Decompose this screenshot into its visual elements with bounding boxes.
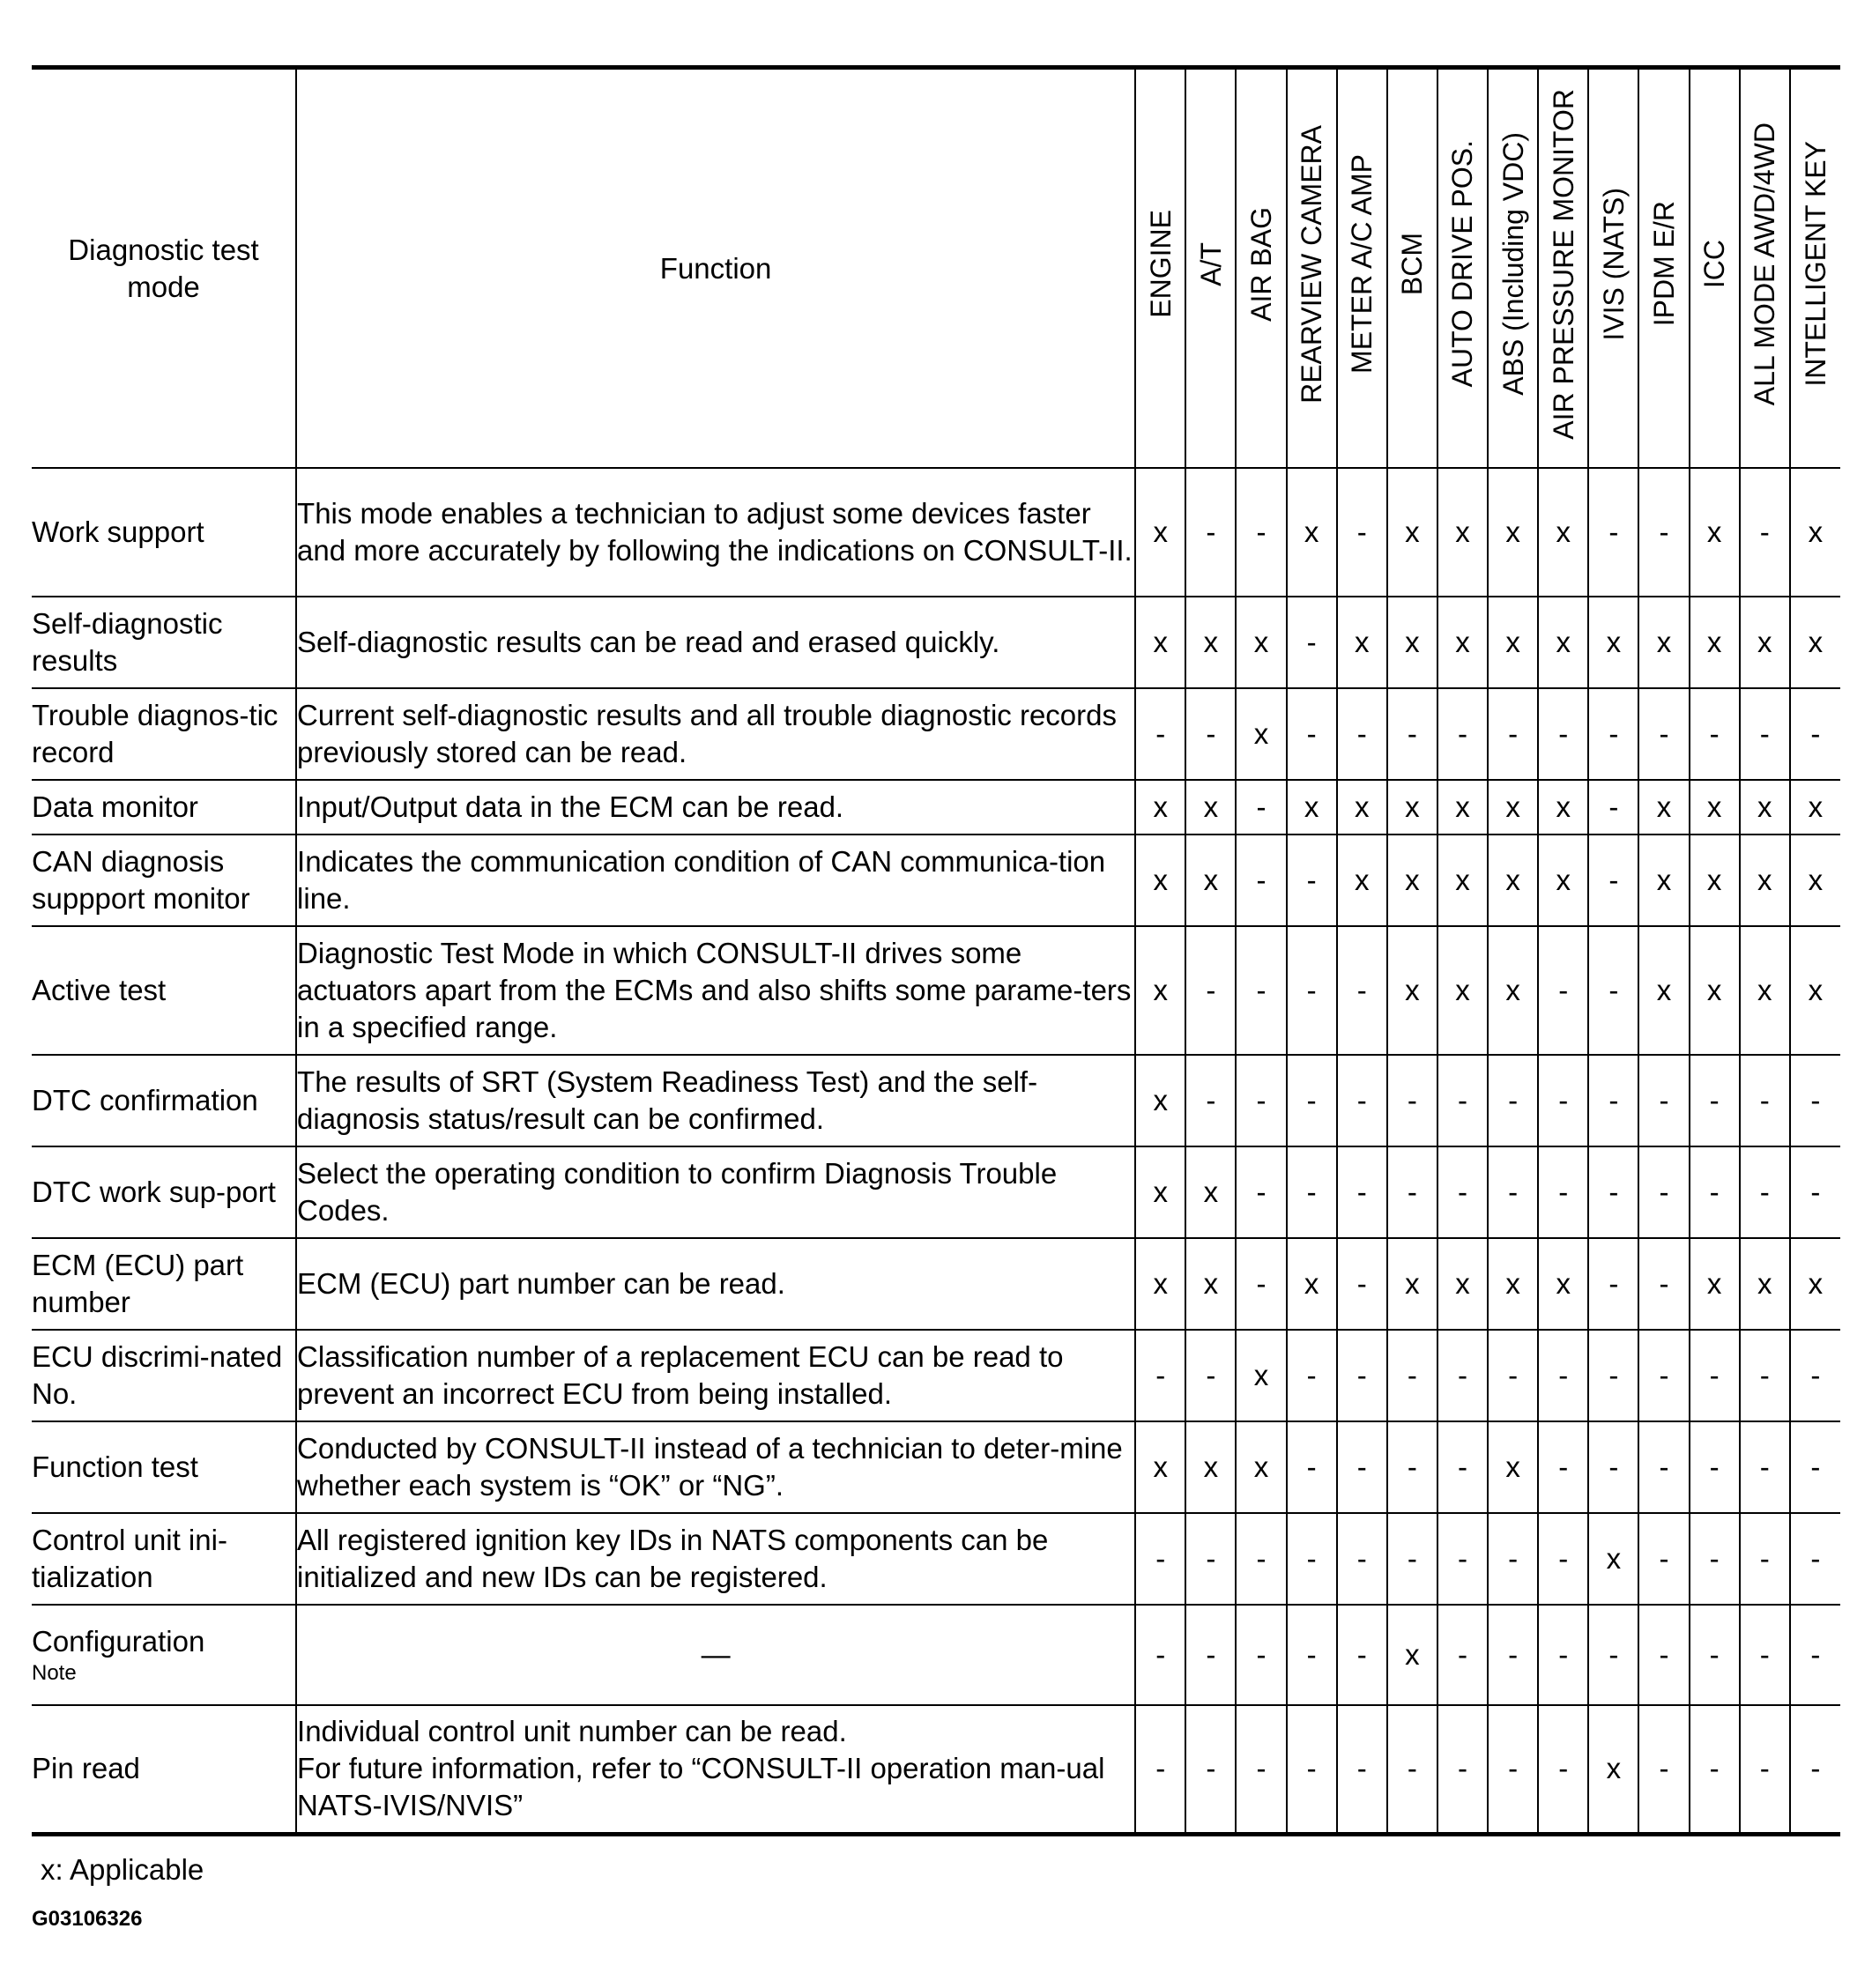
applicability-cell: x [1588, 1513, 1638, 1605]
applicability-cell: x [1337, 780, 1387, 835]
applicability-cell: x [1740, 1238, 1790, 1330]
system-column-header [1135, 68, 1185, 469]
table-row [32, 1055, 1840, 1146]
applicability-cell: x [1790, 780, 1840, 835]
applicability-cell: x [1135, 1421, 1185, 1513]
applicability-cell: - [1236, 468, 1286, 597]
applicability-cell: x [1135, 835, 1185, 926]
applicability-cell: - [1588, 1605, 1638, 1705]
applicability-cell: x [1185, 597, 1236, 688]
table-row [32, 1238, 1840, 1330]
applicability-cell: - [1588, 468, 1638, 597]
mode-cell [32, 780, 296, 835]
applicability-cell: x [1488, 835, 1538, 926]
applicability-cell: - [1588, 1238, 1638, 1330]
applicability-cell: - [1287, 1705, 1337, 1834]
applicability-cell: - [1185, 1705, 1236, 1834]
applicability-cell: - [1437, 688, 1488, 780]
applicability-cell: x [1437, 468, 1488, 597]
applicability-cell: - [1538, 1421, 1588, 1513]
table-row [32, 468, 1840, 597]
applicability-cell: - [1638, 1605, 1689, 1705]
applicability-cell: - [1638, 468, 1689, 597]
applicability-cell: x [1488, 926, 1538, 1055]
system-label: AIR BAG [1244, 206, 1277, 322]
applicability-cell: - [1287, 1330, 1337, 1421]
applicability-cell: - [1185, 1055, 1236, 1146]
applicability-cell: x [1135, 926, 1185, 1055]
applicability-cell: - [1387, 1421, 1437, 1513]
applicability-cell: - [1185, 1605, 1236, 1705]
mode-cell [32, 1055, 296, 1146]
system-column-header [1538, 68, 1588, 469]
applicability-cell: - [1638, 1421, 1689, 1513]
applicability-cell: x [1488, 780, 1538, 835]
system-label: ENGINE [1144, 210, 1177, 318]
applicability-cell: x [1387, 597, 1437, 688]
applicability-cell: - [1740, 1513, 1790, 1605]
applicability-cell: x [1135, 1146, 1185, 1238]
diagnostic-mode-table-page [32, 65, 1840, 1836]
applicability-cell: x [1488, 597, 1538, 688]
system-label: ABS (Including VDC) [1497, 132, 1529, 396]
applicability-cell: - [1790, 1055, 1840, 1146]
mode-name: Work support [32, 516, 204, 548]
system-column-header [1337, 68, 1387, 469]
applicability-cell: x [1538, 1238, 1588, 1330]
system-label: A/T [1194, 241, 1227, 286]
applicability-cell: x [1287, 1238, 1337, 1330]
applicability-cell: - [1638, 688, 1689, 780]
mode-name: Function test [32, 1450, 198, 1483]
system-label: INTELLIGENT KEY [1799, 141, 1831, 387]
applicability-cell: - [1538, 1705, 1588, 1834]
applicability-cell: - [1185, 1513, 1236, 1605]
applicability-cell: x [1236, 1330, 1286, 1421]
applicability-cell: x [1638, 780, 1689, 835]
applicability-cell: - [1740, 1605, 1790, 1705]
mode-cell [32, 1146, 296, 1238]
applicability-cell: - [1790, 1513, 1840, 1605]
applicability-cell: x [1236, 597, 1286, 688]
applicability-cell: - [1488, 1330, 1538, 1421]
system-column-header [1236, 68, 1286, 469]
applicability-cell: - [1690, 1055, 1740, 1146]
applicability-cell: x [1488, 1421, 1538, 1513]
applicability-cell: - [1337, 468, 1387, 597]
applicability-cell: x [1185, 1238, 1236, 1330]
applicability-cell: - [1538, 926, 1588, 1055]
applicability-cell: x [1538, 835, 1588, 926]
mode-name: Configuration [32, 1625, 205, 1658]
applicability-cell: x [1387, 1605, 1437, 1705]
applicability-cell: - [1337, 1146, 1387, 1238]
applicability-cell: x [1538, 780, 1588, 835]
applicability-cell: - [1638, 1238, 1689, 1330]
applicability-cell: x [1740, 780, 1790, 835]
applicability-cell: - [1588, 1421, 1638, 1513]
applicability-cell: - [1790, 1705, 1840, 1834]
applicability-cell: x [1638, 597, 1689, 688]
applicability-cell: x [1387, 835, 1437, 926]
system-column-header [1437, 68, 1488, 469]
applicability-cell: - [1740, 1330, 1790, 1421]
applicability-cell: - [1236, 1513, 1286, 1605]
applicability-cell: - [1337, 1055, 1387, 1146]
mode-cell [32, 926, 296, 1055]
applicability-cell: - [1740, 468, 1790, 597]
applicability-cell: - [1538, 1330, 1588, 1421]
applicability-cell: x [1135, 597, 1185, 688]
applicability-cell: - [1740, 1146, 1790, 1238]
table-row [32, 780, 1840, 835]
applicability-cell: x [1437, 835, 1488, 926]
mode-name: DTC work sup-port [32, 1176, 276, 1208]
applicability-cell: - [1588, 688, 1638, 780]
applicability-cell: - [1488, 1705, 1538, 1834]
system-column-header [1287, 68, 1337, 469]
applicability-cell: - [1437, 1705, 1488, 1834]
applicability-cell: - [1437, 1421, 1488, 1513]
table-row [32, 1705, 1840, 1834]
function-cell: Select the operating condition to confirm Diagnosis Trouble Codes. [296, 1146, 1135, 1238]
mode-name: Pin read [32, 1752, 140, 1785]
mode-column-header: Diagnostic test mode [32, 68, 296, 469]
applicability-cell: - [1690, 1146, 1740, 1238]
applicability-cell: x [1135, 468, 1185, 597]
table-row [32, 1146, 1840, 1238]
applicability-cell: - [1740, 1421, 1790, 1513]
applicability-cell: x [1437, 1238, 1488, 1330]
function-cell: All registered ignition key IDs in NATS components can be initialized and new IDs can be registered. [296, 1513, 1135, 1605]
applicability-cell: - [1337, 1421, 1387, 1513]
applicability-cell: - [1287, 1055, 1337, 1146]
applicability-cell: - [1337, 1605, 1387, 1705]
applicability-cell: x [1488, 1238, 1538, 1330]
applicability-cell: x [1740, 835, 1790, 926]
applicability-cell: - [1337, 926, 1387, 1055]
mode-name: Trouble diagnos-tic record [32, 699, 279, 768]
function-cell: Self-diagnostic results can be read and erased quickly. [296, 597, 1135, 688]
applicability-cell: x [1185, 1146, 1236, 1238]
applicability-cell: - [1337, 1513, 1387, 1605]
applicability-cell: - [1690, 1421, 1740, 1513]
applicability-cell: - [1387, 1146, 1437, 1238]
applicability-cell: - [1488, 1605, 1538, 1705]
system-label: ALL MODE AWD/4WD [1749, 122, 1781, 406]
applicability-cell: - [1236, 1055, 1286, 1146]
applicability-cell: - [1588, 835, 1638, 926]
applicability-cell: x [1135, 1055, 1185, 1146]
mode-name: Self-diagnostic results [32, 607, 223, 677]
applicability-cell: x [1690, 926, 1740, 1055]
system-column-header [1638, 68, 1689, 469]
applicability-cell: - [1638, 1513, 1689, 1605]
applicability-cell: x [1588, 597, 1638, 688]
applicability-cell: - [1287, 688, 1337, 780]
mode-name: ECU discrimi-nated No. [32, 1340, 283, 1410]
applicability-cell: - [1287, 926, 1337, 1055]
applicability-cell: x [1690, 835, 1740, 926]
applicability-cell: - [1740, 1705, 1790, 1834]
applicability-cell: x [1790, 597, 1840, 688]
applicability-cell: - [1638, 1705, 1689, 1834]
mode-cell [32, 1330, 296, 1421]
system-label: IPDM E/R [1647, 201, 1680, 327]
applicability-cell: x [1638, 835, 1689, 926]
mode-name: DTC confirmation [32, 1084, 258, 1116]
applicability-cell: x [1740, 926, 1790, 1055]
applicability-cell: x [1337, 835, 1387, 926]
system-label: ICC [1698, 239, 1731, 289]
mode-cell [32, 1513, 296, 1605]
applicability-cell: - [1185, 1330, 1236, 1421]
applicability-cell: - [1790, 1146, 1840, 1238]
system-column-header [1740, 68, 1790, 469]
applicability-cell: - [1135, 1330, 1185, 1421]
applicability-cell: - [1437, 1055, 1488, 1146]
applicability-cell: x [1790, 468, 1840, 597]
mode-name: Control unit ini-tialization [32, 1524, 227, 1593]
table-row [32, 835, 1840, 926]
legend: x: Applicable [41, 1853, 204, 1886]
table-body [32, 468, 1840, 1834]
system-label: AUTO DRIVE POS. [1446, 140, 1479, 388]
applicability-cell: x [1387, 926, 1437, 1055]
applicability-cell: x [1387, 468, 1437, 597]
applicability-cell: - [1538, 1513, 1588, 1605]
function-column-header: Function [296, 68, 1135, 469]
applicability-cell: - [1437, 1513, 1488, 1605]
mode-note: Note [32, 1661, 77, 1685]
function-cell: — [296, 1605, 1135, 1705]
mode-cell [32, 835, 296, 926]
applicability-cell: - [1588, 926, 1638, 1055]
applicability-cell: - [1387, 1513, 1437, 1605]
applicability-cell: x [1690, 1238, 1740, 1330]
table-row [32, 926, 1840, 1055]
applicability-cell: x [1790, 835, 1840, 926]
mode-cell [32, 1238, 296, 1330]
applicability-cell: - [1287, 835, 1337, 926]
applicability-cell: - [1740, 688, 1790, 780]
applicability-cell: - [1690, 1705, 1740, 1834]
applicability-cell: x [1538, 468, 1588, 597]
applicability-cell: - [1236, 1146, 1286, 1238]
applicability-cell: x [1287, 780, 1337, 835]
mode-cell [32, 1605, 296, 1705]
table-row [32, 1330, 1840, 1421]
applicability-cell: - [1538, 688, 1588, 780]
applicability-cell: x [1690, 780, 1740, 835]
applicability-cell: - [1488, 1055, 1538, 1146]
applicability-cell: - [1387, 688, 1437, 780]
function-cell: Conducted by CONSULT-II instead of a technician to deter-mine whether each system is “OK” or “NG”. [296, 1421, 1135, 1513]
applicability-cell: - [1790, 688, 1840, 780]
applicability-cell: x [1437, 597, 1488, 688]
system-label: AIR PRESSURE MONITOR [1547, 88, 1579, 440]
applicability-cell: - [1236, 1605, 1286, 1705]
applicability-cell: - [1588, 1146, 1638, 1238]
system-label: METER A/C AMP [1346, 154, 1378, 374]
figure-id: G03106326 [32, 1907, 143, 1931]
applicability-cell: - [1790, 1330, 1840, 1421]
applicability-cell: - [1185, 468, 1236, 597]
applicability-cell: - [1287, 1605, 1337, 1705]
applicability-cell: x [1287, 468, 1337, 597]
applicability-cell: - [1287, 1421, 1337, 1513]
applicability-cell: - [1185, 688, 1236, 780]
applicability-cell: - [1488, 1513, 1538, 1605]
system-column-header [1488, 68, 1538, 469]
applicability-cell: - [1236, 835, 1286, 926]
applicability-cell: x [1236, 1421, 1286, 1513]
applicability-cell: - [1690, 688, 1740, 780]
applicability-cell: x [1185, 835, 1236, 926]
mode-cell [32, 597, 296, 688]
system-column-header [1790, 68, 1840, 469]
system-label: IVIS (NATS) [1597, 187, 1630, 341]
function-cell: Individual control unit number can be read. For future information, refer to “CONSULT-II operation man-ual NATS-IVIS/NVIS” [296, 1705, 1135, 1834]
function-cell: This mode enables a technician to adjust some devices faster and more accurately by following the indications on CONSULT-II. [296, 468, 1135, 597]
applicability-cell: - [1135, 1605, 1185, 1705]
system-column-header [1690, 68, 1740, 469]
system-column-header [1387, 68, 1437, 469]
function-cell: Current self-diagnostic results and all trouble diagnostic records previously stored can be read. [296, 688, 1135, 780]
mode-cell [32, 1705, 296, 1834]
applicability-cell: x [1337, 597, 1387, 688]
applicability-cell: - [1437, 1330, 1488, 1421]
applicability-cell: x [1437, 926, 1488, 1055]
applicability-cell: x [1690, 597, 1740, 688]
applicability-cell: x [1437, 780, 1488, 835]
applicability-cell: x [1488, 468, 1538, 597]
mode-name: Data monitor [32, 790, 198, 823]
applicability-cell: x [1135, 780, 1185, 835]
applicability-cell: - [1236, 1238, 1286, 1330]
applicability-cell: - [1740, 1055, 1790, 1146]
applicability-cell: - [1690, 1605, 1740, 1705]
function-cell: ECM (ECU) part number can be read. [296, 1238, 1135, 1330]
applicability-cell: - [1236, 926, 1286, 1055]
applicability-cell: x [1638, 926, 1689, 1055]
diagnostic-mode-table [32, 65, 1840, 1836]
mode-cell [32, 688, 296, 780]
applicability-cell: - [1337, 1330, 1387, 1421]
applicability-cell: x [1790, 926, 1840, 1055]
table-row [32, 1421, 1840, 1513]
table-row [32, 1513, 1840, 1605]
system-column-header [1185, 68, 1236, 469]
applicability-cell: - [1437, 1146, 1488, 1238]
applicability-cell: - [1135, 688, 1185, 780]
mode-cell [32, 468, 296, 597]
applicability-cell: - [1638, 1055, 1689, 1146]
mode-name: ECM (ECU) part number [32, 1249, 244, 1318]
function-cell: Diagnostic Test Mode in which CONSULT-II drives some actuators apart from the ECMs and also shifts some parame-ters in a specified range. [296, 926, 1135, 1055]
applicability-cell: x [1387, 1238, 1437, 1330]
applicability-cell: - [1538, 1146, 1588, 1238]
applicability-cell: - [1387, 1705, 1437, 1834]
applicability-cell: - [1387, 1055, 1437, 1146]
applicability-cell: - [1638, 1146, 1689, 1238]
header-row [32, 68, 1840, 469]
applicability-cell: - [1437, 1605, 1488, 1705]
applicability-cell: x [1135, 1238, 1185, 1330]
table-row [32, 688, 1840, 780]
applicability-cell: - [1790, 1605, 1840, 1705]
applicability-cell: - [1236, 1705, 1286, 1834]
applicability-cell: x [1387, 780, 1437, 835]
mode-name: CAN diagnosis suppport monitor [32, 845, 250, 915]
mode-name: Active test [32, 974, 167, 1006]
applicability-cell: - [1387, 1330, 1437, 1421]
applicability-cell: - [1638, 1330, 1689, 1421]
table-row [32, 597, 1840, 688]
applicability-cell: - [1287, 1513, 1337, 1605]
applicability-cell: x [1185, 1421, 1236, 1513]
applicability-cell: - [1538, 1605, 1588, 1705]
applicability-cell: - [1135, 1513, 1185, 1605]
applicability-cell: - [1236, 780, 1286, 835]
applicability-cell: - [1790, 1421, 1840, 1513]
applicability-cell: - [1287, 597, 1337, 688]
function-cell: The results of SRT (System Readiness Test) and the self-diagnosis status/result can be confirmed. [296, 1055, 1135, 1146]
applicability-cell: - [1135, 1705, 1185, 1834]
applicability-cell: - [1337, 1238, 1387, 1330]
system-label: BCM [1396, 232, 1429, 296]
mode-cell [32, 1421, 296, 1513]
system-label: REARVIEW CAMERA [1296, 124, 1328, 404]
applicability-cell: - [1337, 688, 1387, 780]
applicability-cell: x [1236, 688, 1286, 780]
applicability-cell: - [1538, 1055, 1588, 1146]
function-cell: Input/Output data in the ECM can be read. [296, 780, 1135, 835]
function-cell: Classification number of a replacement ECU can be read to prevent an incorrect ECU from being installed. [296, 1330, 1135, 1421]
table-row [32, 1605, 1840, 1705]
applicability-cell: - [1690, 1513, 1740, 1605]
applicability-cell: - [1488, 1146, 1538, 1238]
applicability-cell: - [1488, 688, 1538, 780]
applicability-cell: - [1588, 1055, 1638, 1146]
applicability-cell: - [1690, 1330, 1740, 1421]
applicability-cell: - [1588, 1330, 1638, 1421]
system-column-header [1588, 68, 1638, 469]
applicability-cell: x [1538, 597, 1588, 688]
applicability-cell: x [1790, 1238, 1840, 1330]
applicability-cell: x [1185, 780, 1236, 835]
function-cell: Indicates the communication condition of CAN communica-tion line. [296, 835, 1135, 926]
applicability-cell: x [1690, 468, 1740, 597]
applicability-cell: - [1185, 926, 1236, 1055]
applicability-cell: - [1588, 780, 1638, 835]
applicability-cell: - [1337, 1705, 1387, 1834]
applicability-cell: x [1588, 1705, 1638, 1834]
applicability-cell: x [1740, 597, 1790, 688]
applicability-cell: - [1287, 1146, 1337, 1238]
